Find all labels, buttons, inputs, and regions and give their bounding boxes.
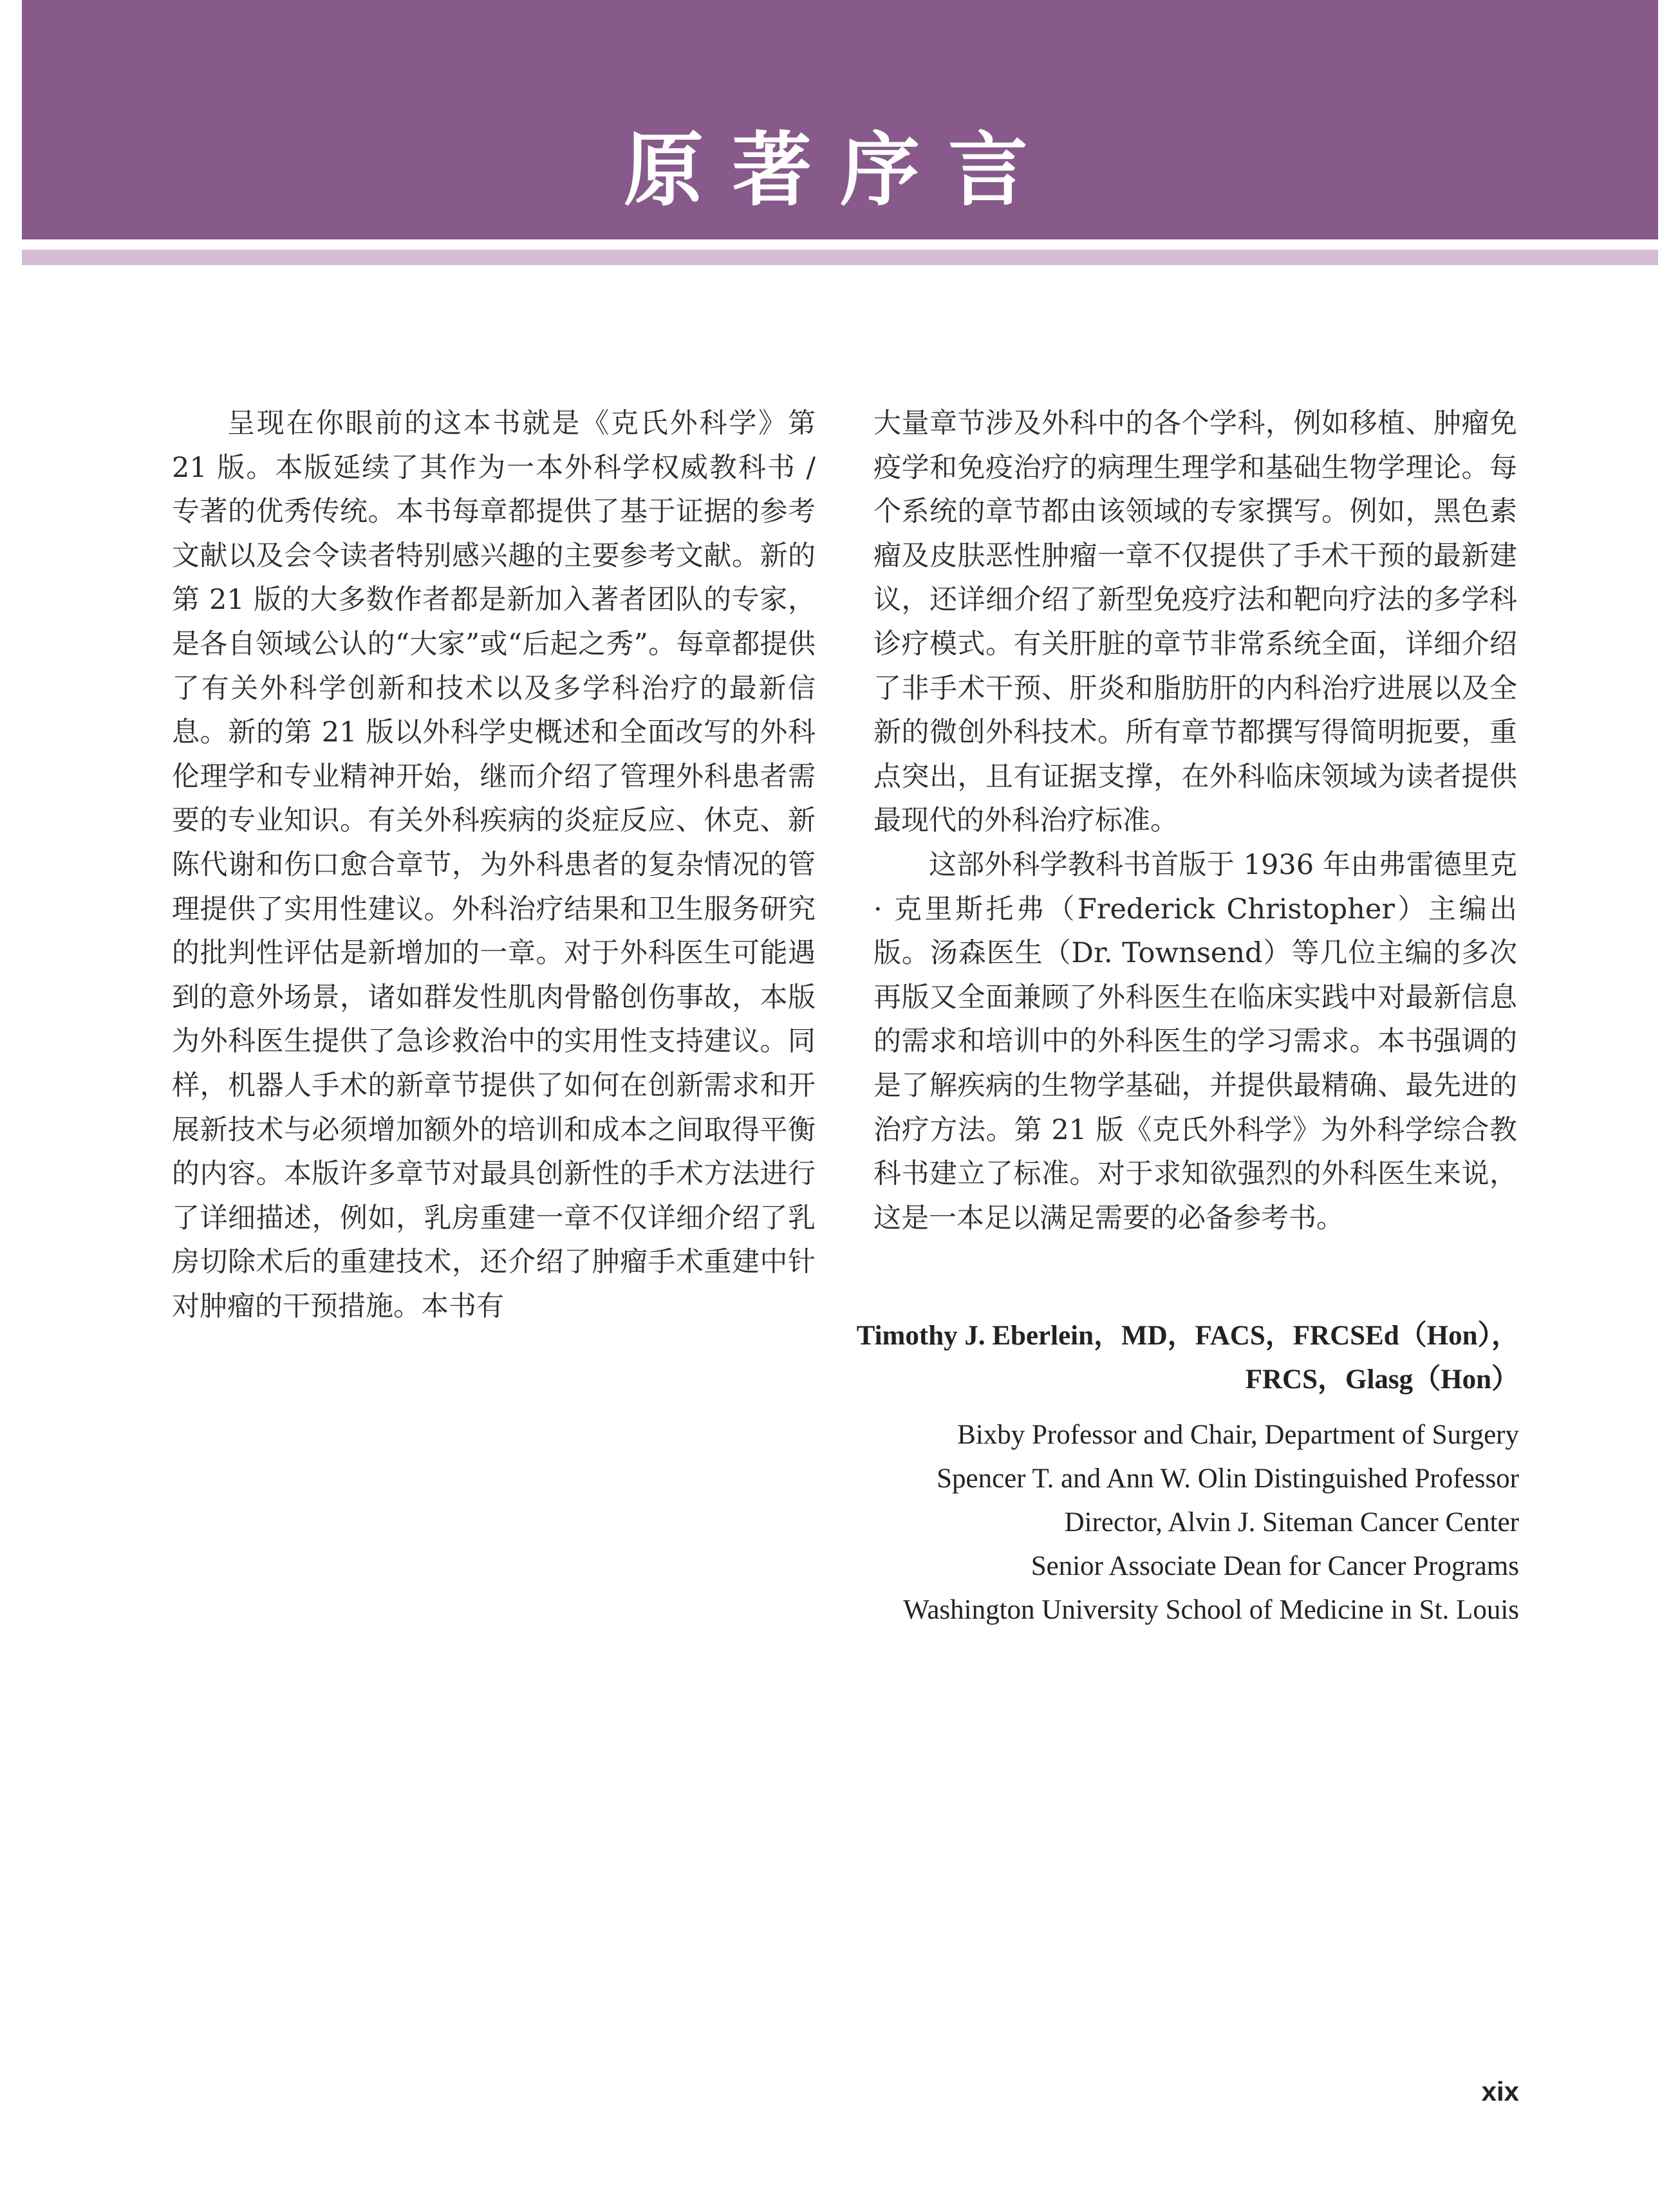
header-band [22,0,1658,239]
affiliation-line: Bixby Professor and Chair, Department of Surgery [957,1420,1519,1450]
signature-block [618,1314,1519,1632]
header-stripe [22,250,1658,265]
page-title: 原著序言 [623,124,1056,217]
page-number: xix [1481,2076,1519,2106]
affiliation-line: Director, Alvin J. Siteman Cancer Center [1064,1507,1519,1538]
right-column [873,402,1517,1240]
paragraph-1: 呈现在你眼前的这本书就是《克氏外科学》第 21 版。本版延续了其作为一本外科学权威教科书 / 专著的优秀传统。本书每章都提供了基于证据的参考文献以及会令读者特别感兴趣的主要参考文献。新的第 21 版的大多数作者都是新加入著者团队的专家，是各自领域公认的“大家”或“后起之秀”。每章都提供了有关外科学创新和技术以及多学科治疗的最新信息。新的第 21 版以外科学史概述和全面改写的外科伦理学和专业精神开始，继而介绍了管理外科患者需要的专业知识。有关外科疾病的炎症反应、休克、新陈代谢和伤口愈合章节，为外科患者的复杂情况的管理提供了实用性建议。外科治疗结果和卫生服务研究的批判性评估是新增加的一章。对于外科医生可能遇到的意外场景，诸如群发性肌肉骨骼创伤事故，本版为外科医生提供了急诊救治中的实用性支持建议。同样，机器人手术的新章节提供了如何在创新需求和开展新技术与必须增加额外的培训和成本之间取得平衡的内容。本版许多章节对最具创新性的手术方法进行了详细描述，例如，乳房重建一章不仅详细介绍了乳房切除术后的重建技术，还介绍了肿瘤手术重建中针对肿瘤的干预措施。本书有 [172,407,816,1323]
affiliation-line: Washington University School of Medicine in St. Louis [903,1595,1519,1625]
author-name-line-2: FRCS，Glasg（Hon） [1245,1364,1519,1395]
left-column [172,402,816,1328]
affiliation-line: Senior Associate Dean for Cancer Programs [1031,1551,1519,1581]
affiliation-line: Spencer T. and Ann W. Olin Distinguished Professor [937,1464,1519,1494]
paragraph-2: 这部外科学教科书首版于 1936 年由弗雷德里克 · 克里斯托弗（Frederick Christopher）主编出版。汤森医生（Dr. Townsend）等几位主编的多次再版又全面兼顾了外科医生在临床实践中对最新信息的需求和培训中的外科医生的学习需求。本书强调的是了解疾病的生物学基础，并提供最精确、最先进的治疗方法。第 21 版《克氏外科学》为外科学综合教科书建立了标准。对于求知欲强烈的外科医生来说，这是一本足以满足需要的必备参考书。 [873,848,1517,1234]
author-affiliations [618,1413,1519,1632]
author-name-line-1: Timothy J. Eberlein，MD，FACS，FRCSEd（Hon）， [856,1321,1519,1351]
paragraph-1-continuation: 大量章节涉及外科中的各个学科，例如移植、肿瘤免疫学和免疫治疗的病理生理学和基础生物学理论。每个系统的章节都由该领域的专家撰写。例如，黑色素瘤及皮肤恶性肿瘤一章不仅提供了手术干预的最新建议，还详细介绍了新型免疫疗法和靶向疗法的多学科诊疗模式。有关肝脏的章节非常系统全面，详细介绍了非手术干预、肝炎和脂肪肝的内科治疗进展以及全新的微创外科技术。所有章节都撰写得简明扼要，重点突出，且有证据支撑，在外科临床领域为读者提供最现代的外科治疗标准。 [873,407,1517,837]
